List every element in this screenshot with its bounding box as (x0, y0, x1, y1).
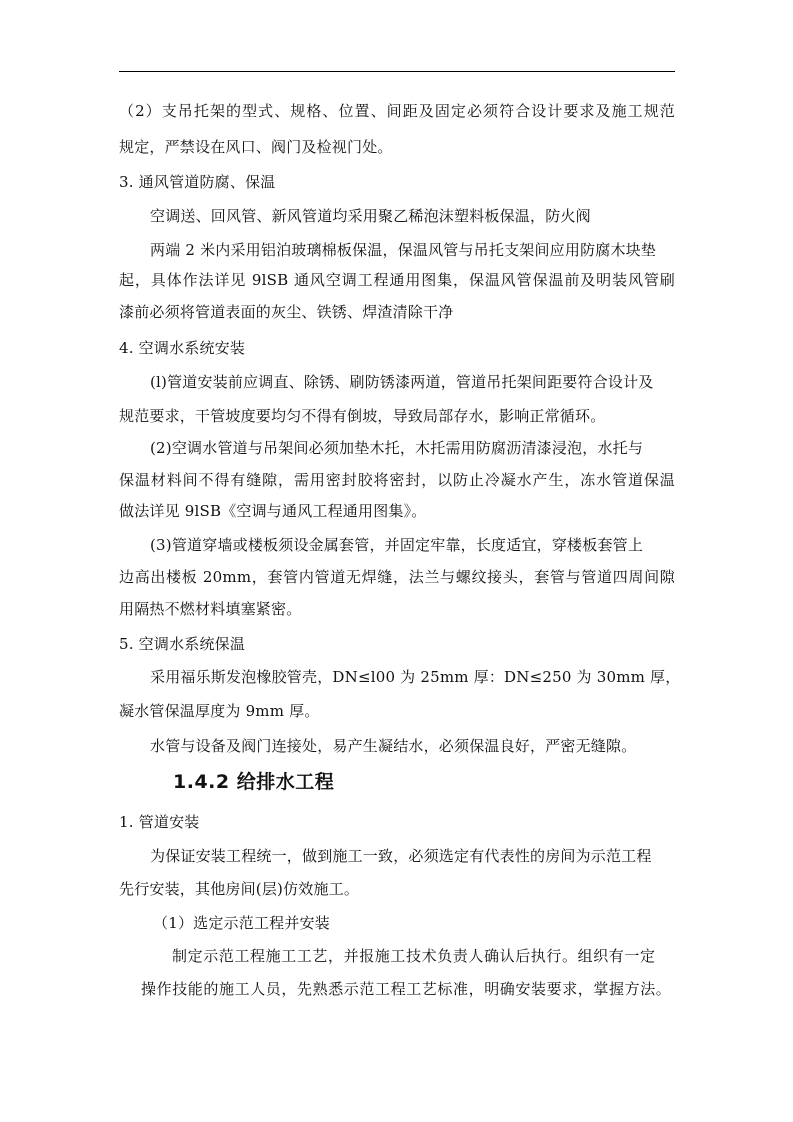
text-line: 用隔热不燃材料填塞紧密。 (119, 600, 302, 618)
text-line: 做法详见 9lSB《空调与通风工程通用图集》。 (119, 502, 427, 520)
text-line: 凝水管保温厚度为 9mm 厚。 (119, 702, 320, 720)
text-line: 边高出楼板 20mm，套管内管道无焊缝，法兰与螺纹接头，套管与管道四周间隙 (119, 568, 675, 586)
text-line: （2）支吊托架的型式、规格、位置、间距及固定必须符合设计要求及施工规范 (119, 102, 675, 120)
text-line: 先行安装，其他房间(层)仿效施工。 (119, 880, 360, 898)
text-line: 水管与设备及阀门连接处，易产生凝结水，必须保温良好，严密无缝隙。 (150, 737, 637, 755)
text-line: (3)管道穿墙或楼板须设金属套管，并固定牢靠，长度适宜，穿楼板套管上 (150, 536, 644, 554)
section-heading: 5. 空调水系统保温 (119, 635, 246, 653)
text-line: 规范要求，干管坡度要均匀不得有倒坡，导致局部存水，影响正常循环。 (119, 407, 606, 425)
text-line: 为保证安装工程统一，做到施工一致，必须选定有代表性的房间为示范工程 (150, 847, 652, 865)
text-line: (l)管道安装前应调直、除锈、刷防锈漆两道，管道吊托架间距要符合设计及 (150, 373, 654, 391)
text-line: 起，具体作法详见 9lSB 通风空调工程通用图集，保温风管保温前及明装风管刷 (119, 271, 675, 289)
text-line: 保温材料间不得有缝隙，需用密封胶将密封，以防止冷凝水产生，冻水管道保温 (119, 471, 675, 489)
subsection-heading: （1）选定示范工程并安装 (153, 914, 330, 932)
chapter-heading: 1.4.2 给排水工程 (173, 771, 335, 793)
text-line: (2)空调水管道与吊架间必须加垫木托，木托需用防腐沥清漆浸泡，水托与 (150, 439, 644, 457)
section-heading: 3. 通风管道防腐、保温 (119, 173, 276, 191)
section-heading: 4. 空调水系统安装 (119, 339, 246, 357)
text-line: 空调送、回风管、新风管道均采用聚乙稀泡沫塑料板保温，防火阀 (150, 207, 591, 225)
text-line: 采用福乐斯发泡橡胶管壳，DN≤l00 为 25mm 厚：DN≤250 为 30mm 厚， (150, 668, 681, 686)
text-line: 规定，严禁设在风口、阀门及检视门处。 (119, 138, 393, 156)
text-line: 操作技能的施工人员，先熟悉示范工程工艺标准，明确安装要求，掌握方法。 (141, 980, 672, 998)
text-line: 漆前必须将管道表面的灰尘、铁锈、焊渣清除干净 (119, 303, 454, 321)
section-heading: 1. 管道安装 (119, 813, 200, 831)
text-line: 制定示范工程施工工艺，并报施工技术负责人确认后执行。组织有一定 (172, 947, 656, 965)
text-line: 两端 2 米内采用铝泊玻璃棉板保温，保温风管与吊托支架间应用防腐木块垫 (150, 241, 657, 259)
header-rule (119, 71, 675, 72)
